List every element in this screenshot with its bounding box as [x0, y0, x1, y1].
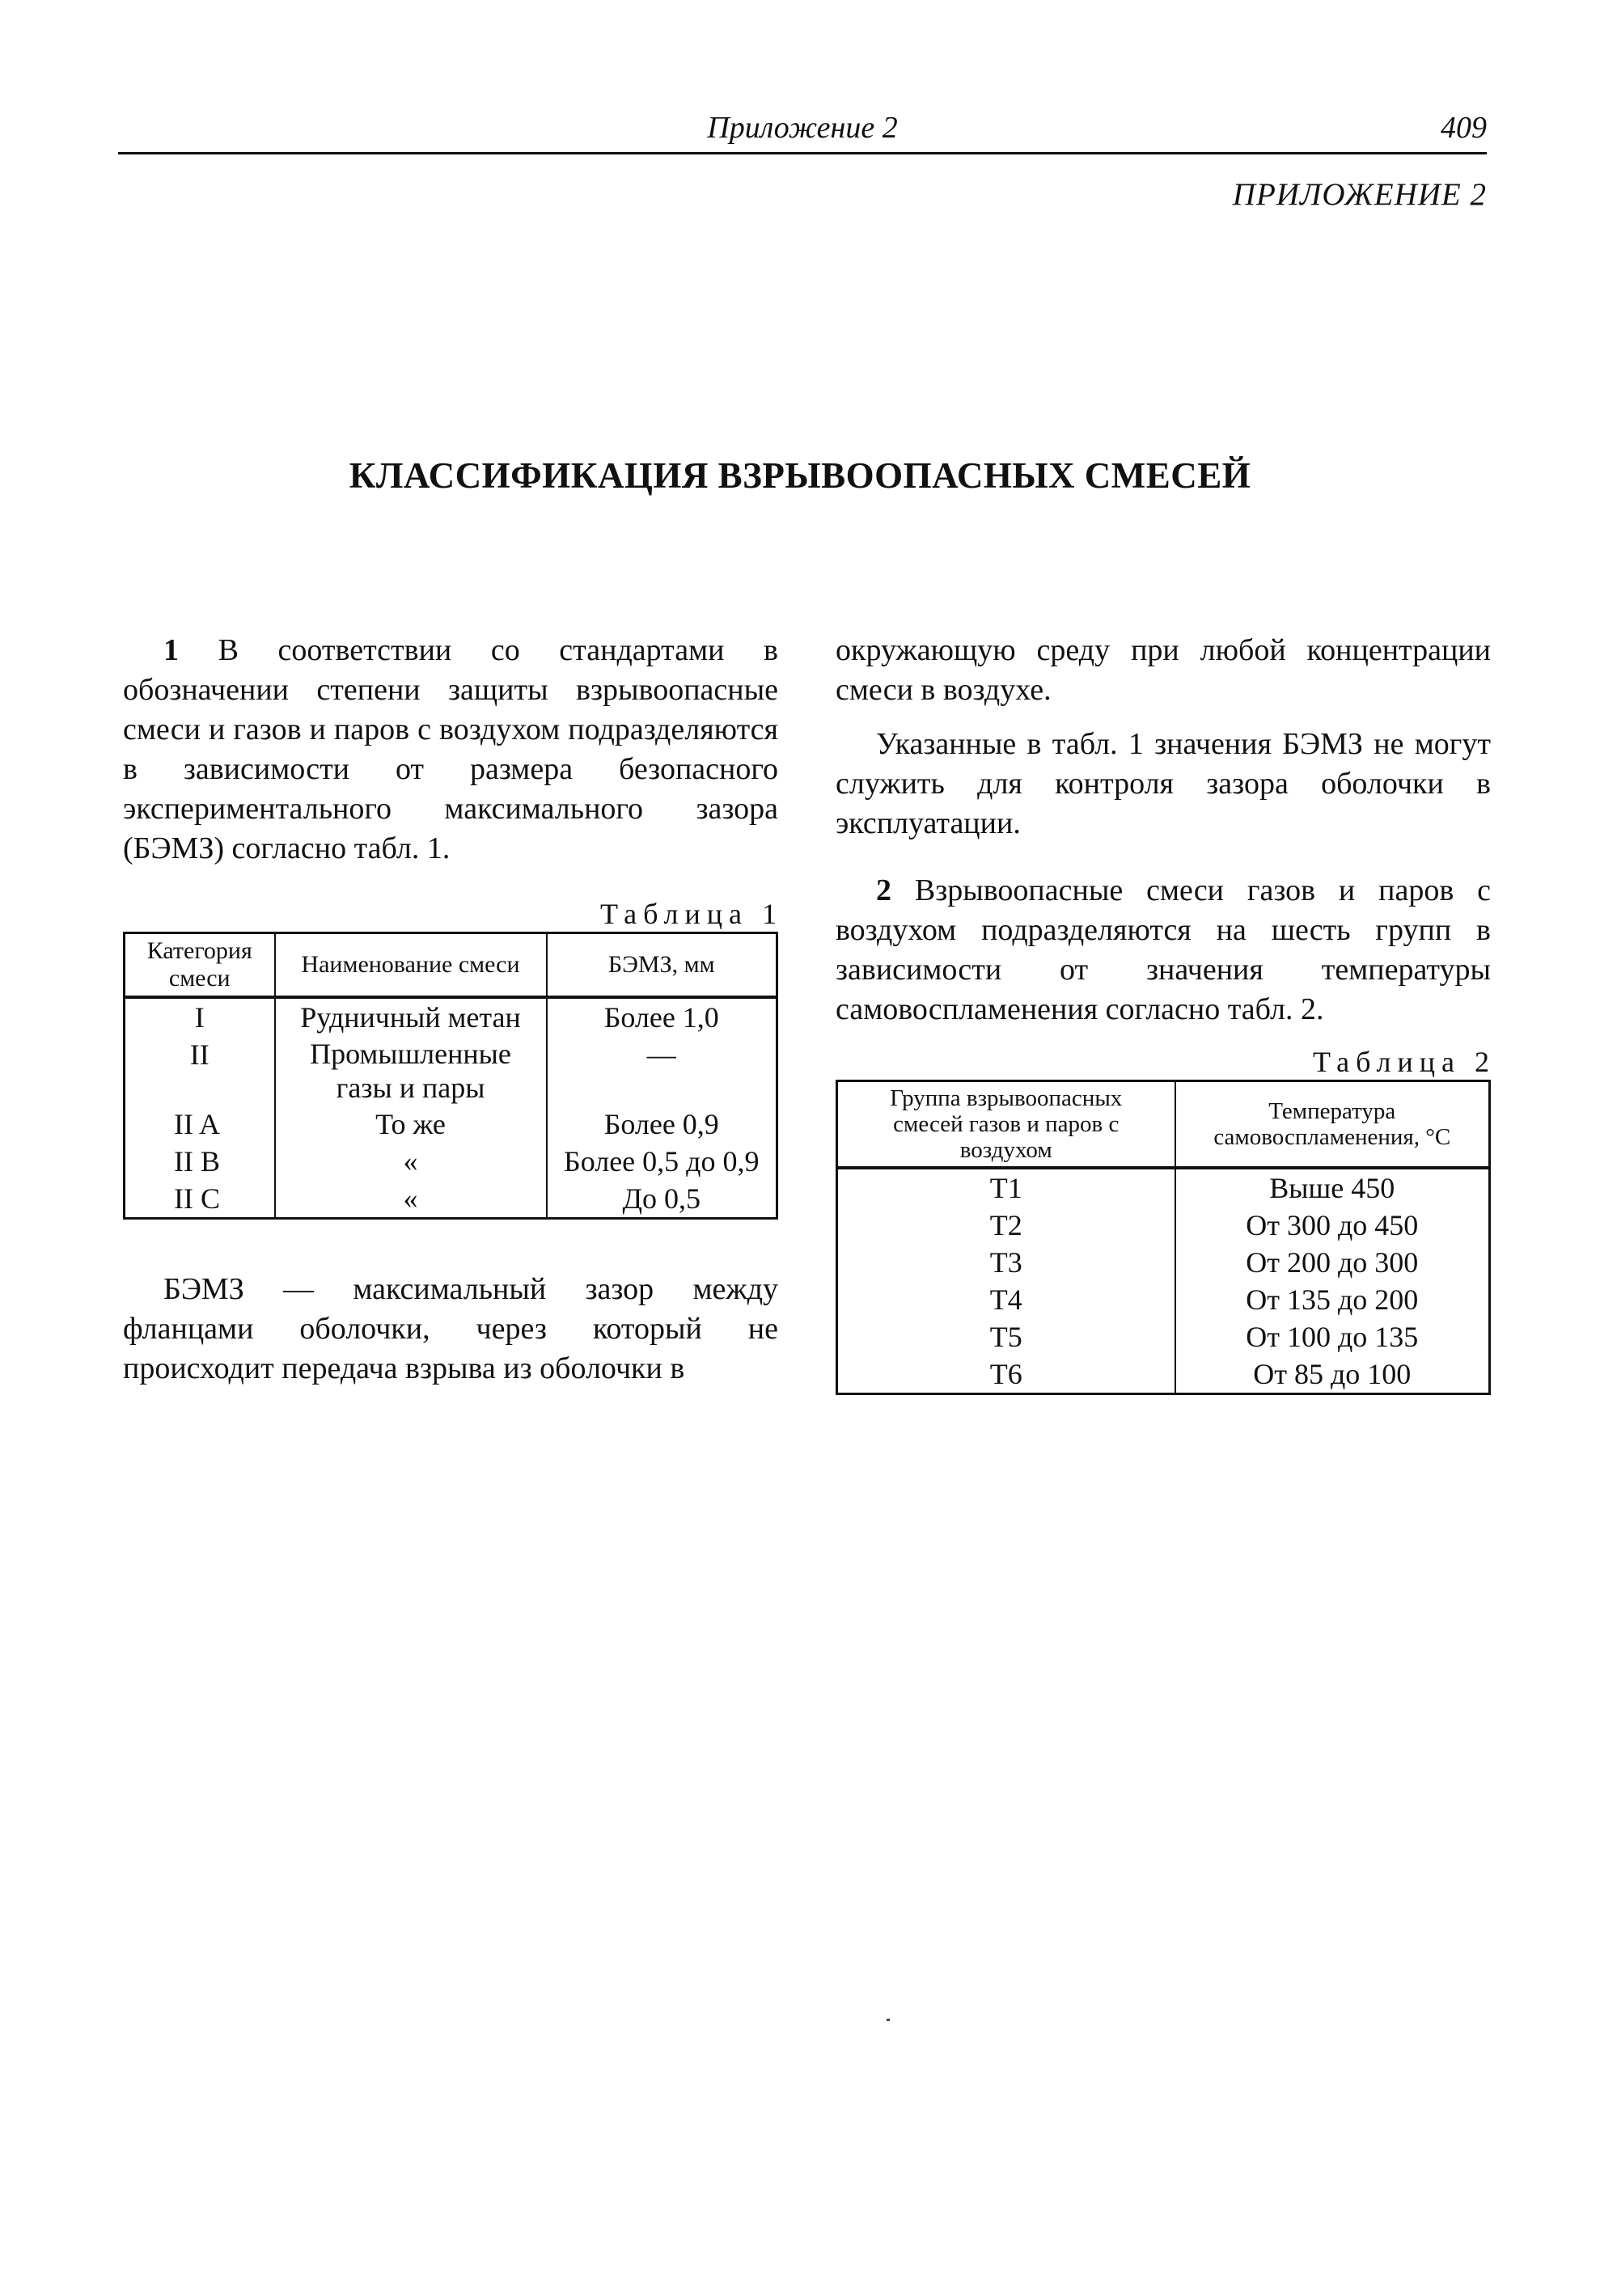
column-header: Наименование смеси: [275, 933, 547, 998]
table-2-caption: Таблица 2: [1313, 1046, 1496, 1078]
table-row: [837, 1318, 1490, 1355]
table-cell: T3: [837, 1244, 1175, 1281]
paragraph-continuation: окружающую среду при любой концентрации смеси в воздухе.: [836, 633, 1491, 707]
paragraph-4: [836, 871, 1491, 1030]
table-cell: T1: [837, 1168, 1175, 1207]
table-cell: Более 1,0: [547, 997, 777, 1036]
right-column: [836, 631, 1496, 1395]
table-1: [123, 932, 778, 1220]
table-row: [837, 1207, 1490, 1244]
table-cell: От 135 до 200: [1175, 1281, 1490, 1318]
table-row: [837, 1281, 1490, 1318]
table-cell: T4: [837, 1281, 1175, 1318]
table-cell: До 0,5: [547, 1180, 777, 1219]
table-row: [837, 1244, 1490, 1281]
paragraph-1: [123, 631, 778, 869]
table-cell: Выше 450: [1175, 1168, 1490, 1207]
running-header: [118, 107, 1487, 154]
table-cell: T6: [837, 1355, 1175, 1394]
table-row: [125, 1106, 777, 1143]
page-number: 409: [1441, 111, 1487, 145]
paragraph-text: В соответствии со стандартами в обозначении степени защиты взрывоопасные смеси и газов и паров с воздухом подразделяются в зависимости от размера безопасного экспериментального максимального зазора (БЭМЗ) согласно табл. 1.: [123, 633, 778, 865]
table-row: [125, 1143, 777, 1180]
table-row: [125, 1036, 777, 1106]
paragraph-2: БЭМЗ — максимальный зазор между фланцами оболочки, через который не происходит передача взрыва из оболочки в: [123, 1272, 778, 1385]
table-cell: T5: [837, 1318, 1175, 1355]
table-row: [837, 1168, 1490, 1207]
table-cell: От 85 до 100: [1175, 1355, 1490, 1394]
table-cell: То же: [275, 1106, 547, 1143]
table-cell: «: [275, 1180, 547, 1219]
table-cell: Более 0,9: [547, 1106, 777, 1143]
table-cell: От 200 до 300: [1175, 1244, 1490, 1281]
table-cell: Промышленные газы и пары: [275, 1036, 547, 1106]
paragraph-number: 2: [876, 873, 891, 907]
table-header-row: [837, 1081, 1490, 1169]
table-cell: T2: [837, 1207, 1175, 1244]
column-header: Температура самовоспламенения, °С: [1175, 1081, 1490, 1169]
table-row: [125, 997, 777, 1036]
table-header-row: [125, 933, 777, 998]
table-2: [836, 1080, 1491, 1395]
paragraph-text: Взрывоопасные смеси газов и паров с воздухом подразделяются на шесть групп в зависимости от значения температуры самовоспламенения согласно табл. 2.: [836, 873, 1491, 1026]
page-title: КЛАССИФИКАЦИЯ ВЗРЫВООПАСНЫХ СМЕСЕЙ: [349, 455, 1251, 496]
appendix-label: ПРИЛОЖЕНИЕ 2: [1232, 177, 1487, 212]
scan-speck: [887, 2019, 890, 2021]
table-cell: II B: [125, 1143, 275, 1180]
paragraph-number: 1: [163, 633, 179, 667]
running-title: Приложение 2: [707, 111, 898, 145]
column-header: Категория смеси: [125, 933, 275, 998]
left-column: [123, 631, 783, 1389]
column-header: Группа взрывоопасных смесей газов и паров с воздухом: [837, 1081, 1175, 1169]
table-cell: От 300 до 450: [1175, 1207, 1490, 1244]
table-cell: От 100 до 135: [1175, 1318, 1490, 1355]
column-header: БЭМЗ, мм: [547, 933, 777, 998]
table-1-caption: Таблица 1: [600, 898, 783, 930]
paragraph-3: Указанные в табл. 1 значения БЭМЗ не могут служить для контроля зазора оболочки в эксплуатации.: [836, 727, 1491, 840]
table-cell: II A: [125, 1106, 275, 1143]
table-row: [837, 1355, 1490, 1394]
table-cell: «: [275, 1143, 547, 1180]
table-cell: I: [125, 997, 275, 1036]
table-row: [125, 1180, 777, 1219]
table-cell: Более 0,5 до 0,9: [547, 1143, 777, 1180]
table-cell: II C: [125, 1180, 275, 1219]
table-cell: Рудничный метан: [275, 997, 547, 1036]
table-cell: II: [125, 1036, 275, 1106]
table-cell: —: [547, 1036, 777, 1106]
